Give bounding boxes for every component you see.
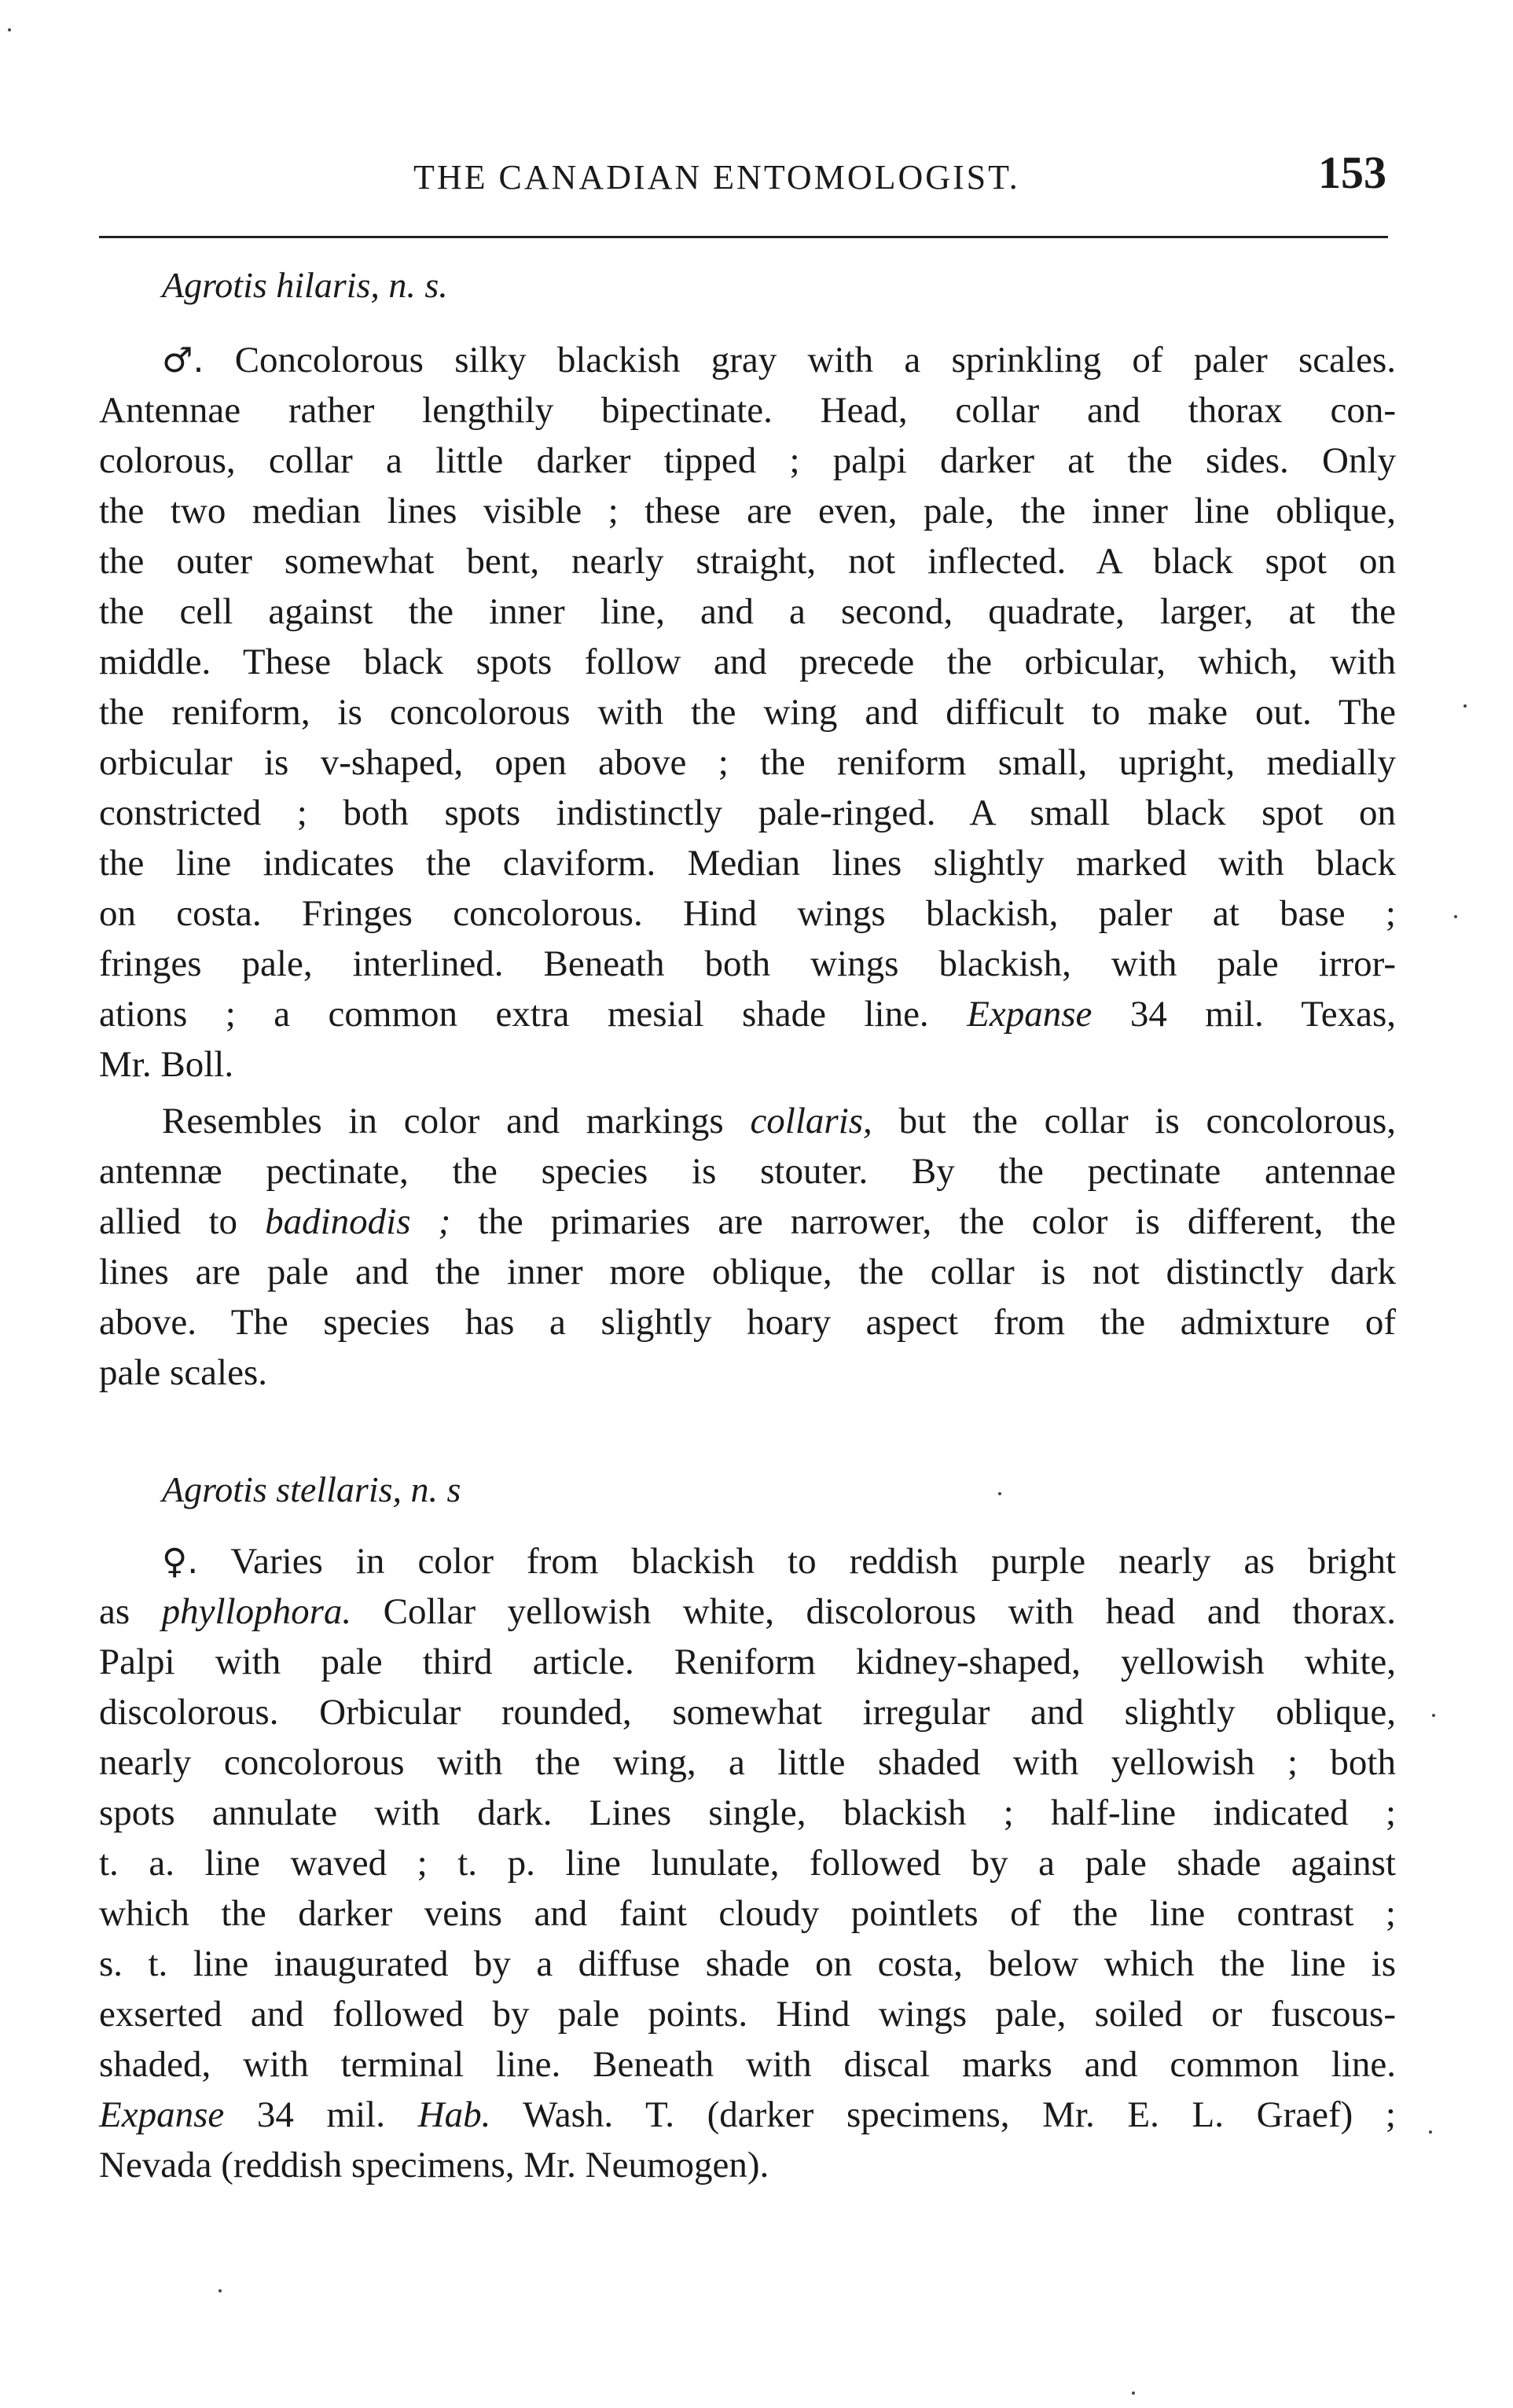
text-line bbox=[99, 1586, 1396, 1637]
text-line: shaded, with terminal line. Beneath with discal marks and common line. bbox=[99, 2044, 1396, 2085]
scan-speck bbox=[998, 1492, 1001, 1495]
text-line: on costa. Fringes concolorous. Hind wings blackish, paler at base ; bbox=[99, 893, 1396, 934]
text-line: t. a. line waved ; t. p. line lunulate, followed by a pale shade against bbox=[99, 1843, 1396, 1884]
text-line: colorous, collar a little darker tipped ; palpi darker at the sides. Only bbox=[99, 440, 1396, 481]
text-line bbox=[99, 1096, 1396, 1146]
scan-speck bbox=[1454, 915, 1457, 918]
text-line: above. The species has a slightly hoary aspect from the admixture of bbox=[99, 1302, 1396, 1343]
text-line: constricted ; both spots indistinctly pale-ringed. A small black spot on bbox=[99, 792, 1396, 833]
habitat-label: Hab. bbox=[417, 2094, 491, 2135]
text-line: Mr. Boll. bbox=[99, 1044, 234, 1085]
line-text: as bbox=[99, 1591, 162, 1632]
text-line: pale scales. bbox=[99, 1352, 268, 1393]
text-line bbox=[99, 335, 1396, 385]
page-number: 153 bbox=[1318, 147, 1386, 198]
species-description-stellaris bbox=[99, 1536, 1396, 2190]
text-line: the two median lines visible ; these are even, pale, the inner line oblique, bbox=[99, 491, 1396, 531]
text-line: the line indicates the claviform. Median lines slightly marked with black bbox=[99, 843, 1396, 884]
running-title: THE CANADIAN ENTOMOLOGIST. bbox=[413, 158, 1020, 197]
text-line: nearly concolorous with the wing, a little shaded with yellowish ; both bbox=[99, 1742, 1396, 1783]
species-name-badinodis: badinodis ; bbox=[265, 1201, 451, 1242]
line-text: Collar yellowish white, discolorous with head and thorax. bbox=[351, 1591, 1396, 1632]
text-line: the outer somewhat bent, nearly straight, not inflected. A black spot on bbox=[99, 541, 1396, 582]
line-text: Wash. T. (darker specimens, Mr. E. L. Graef) ; bbox=[490, 2094, 1396, 2135]
line-text: 34 mil. bbox=[224, 2094, 418, 2135]
line-text: ations ; a common extra mesial shade line. bbox=[99, 994, 968, 1035]
text-line bbox=[99, 1197, 1396, 1247]
line-text: the primaries are narrower, the color is different, the bbox=[450, 1201, 1396, 1242]
text-line: discolorous. Orbicular rounded, somewhat irregular and slightly oblique, bbox=[99, 1692, 1396, 1733]
line-text: Varies in color from blackish to reddish purple nearly as bright bbox=[198, 1541, 1396, 1582]
text-line: Antennae rather lengthily bipectinate. Head, collar and thorax con- bbox=[99, 390, 1396, 431]
expanse-label: Expanse bbox=[967, 994, 1093, 1035]
species-description-hilaris bbox=[99, 335, 1396, 1398]
text-line: fringes pale, interlined. Beneath both wings blackish, with pale irror- bbox=[99, 943, 1396, 984]
species-name-collaris: collaris, bbox=[750, 1101, 872, 1142]
text-line: antennæ pectinate, the species is stouter. By the pectinate antennae bbox=[99, 1151, 1396, 1192]
text-line: middle. These black spots follow and precede the orbicular, which, with bbox=[99, 642, 1396, 682]
scan-speck bbox=[8, 28, 11, 31]
male-symbol: ♂. bbox=[162, 340, 204, 381]
scan-speck bbox=[219, 2289, 222, 2292]
species-heading-agrotis-stellaris: Agrotis stellaris, n. s bbox=[162, 1469, 461, 1509]
text-line bbox=[99, 2090, 1396, 2140]
scan-speck bbox=[1463, 704, 1467, 708]
line-text: Concolorous silky blackish gray with a sprinkling of paler scales. bbox=[204, 340, 1396, 381]
header-rule bbox=[99, 236, 1388, 238]
text-line: which the darker veins and faint cloudy pointlets of the line contrast ; bbox=[99, 1893, 1396, 1934]
scan-speck bbox=[1432, 1714, 1435, 1717]
line-text: but the collar is concolorous, bbox=[872, 1101, 1396, 1142]
scan-speck bbox=[1132, 2391, 1135, 2395]
text-line: lines are pale and the inner more oblique, the collar is not distinctly dark bbox=[99, 1252, 1396, 1292]
text-line bbox=[99, 989, 1396, 1039]
text-line: Palpi with pale third article. Reniform kidney-shaped, yellowish white, bbox=[99, 1641, 1396, 1682]
text-line: orbicular is v-shaped, open above ; the reniform small, upright, medially bbox=[99, 742, 1396, 783]
text-line: spots annulate with dark. Lines single, blackish ; half-line indicated ; bbox=[99, 1792, 1396, 1833]
line-text: allied to bbox=[99, 1201, 266, 1242]
text-line: Nevada (reddish specimens, Mr. Neumogen). bbox=[99, 2145, 769, 2186]
scan-speck bbox=[1429, 2130, 1432, 2134]
running-head bbox=[99, 146, 1396, 201]
text-line bbox=[99, 1536, 1396, 1586]
text-line: the reniform, is concolorous with the wing and difficult to make out. The bbox=[99, 692, 1396, 733]
species-heading-agrotis-hilaris: Agrotis hilaris, n. s. bbox=[162, 265, 448, 305]
text-line: the cell against the inner line, and a second, quadrate, larger, at the bbox=[99, 591, 1396, 632]
line-text: Resembles in color and markings bbox=[162, 1101, 751, 1142]
female-symbol: ♀. bbox=[162, 1542, 199, 1582]
species-name-phyllophora: phyllophora. bbox=[161, 1591, 352, 1632]
expanse-label: Expanse bbox=[99, 2094, 225, 2135]
text-line: exserted and followed by pale points. Hind wings pale, soiled or fuscous- bbox=[99, 1994, 1396, 2035]
text-line: s. t. line inaugurated by a diffuse shade on costa, below which the line is bbox=[99, 1943, 1396, 1984]
line-text: 34 mil. Texas, bbox=[1092, 994, 1396, 1035]
